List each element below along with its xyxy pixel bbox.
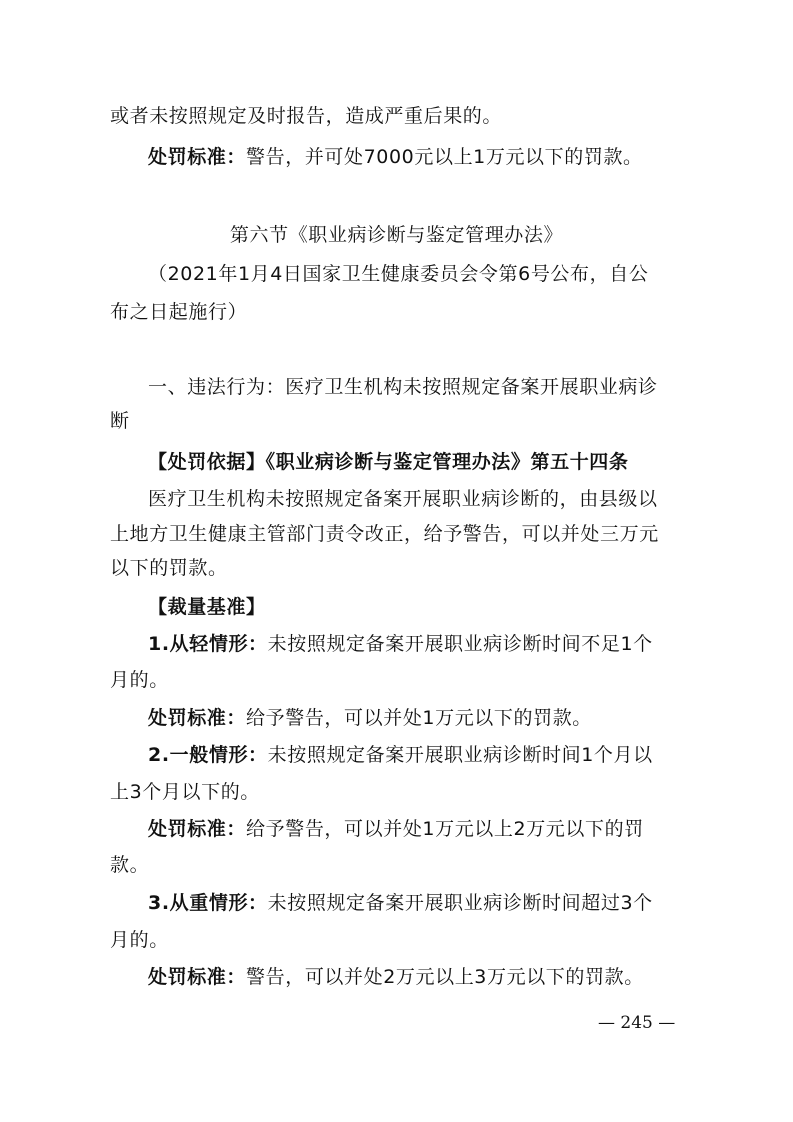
basis-text-line2: 上地方卫生健康主管部门责令改正，给予警告，可以并处三万元 bbox=[110, 523, 659, 545]
page-number: — 245 — bbox=[598, 1013, 676, 1033]
general-case-line1 bbox=[148, 743, 710, 767]
heavy-case-line2: 月的。 bbox=[110, 929, 169, 951]
violation-heading-line2: 断 bbox=[110, 410, 130, 432]
light-case-standard bbox=[148, 706, 710, 730]
discretion-heading: 【裁量基准】 bbox=[148, 596, 266, 618]
standard-text-3: 警告，可以并处2万元以上3万元以下的罚款。 bbox=[246, 966, 644, 988]
basis-text-line3: 以下的罚款。 bbox=[110, 557, 228, 579]
light-case-text: 未按照规定备案开展职业病诊断时间不足1个 bbox=[267, 633, 653, 655]
basis-text-line1: 医疗卫生机构未按照规定备案开展职业病诊断的，由县级以 bbox=[148, 488, 658, 510]
penalty-standard-label: 处罚标准： bbox=[148, 146, 247, 168]
heavy-case-line1 bbox=[148, 891, 710, 915]
general-case-standard-line2: 款。 bbox=[110, 854, 150, 876]
penalty-standard-prev bbox=[148, 145, 710, 169]
heavy-case-text: 未按照规定备案开展职业病诊断时间超过3个 bbox=[267, 892, 653, 914]
general-case-line2: 上3个月以下的。 bbox=[110, 781, 260, 803]
violation-heading-line1: 一、违法行为：医疗卫生机构未按照规定备案开展职业病诊 bbox=[148, 376, 658, 398]
standard-label-2: 处罚标准： bbox=[148, 818, 247, 840]
standard-label-3: 处罚标准： bbox=[148, 966, 247, 988]
light-case-line2: 月的。 bbox=[110, 669, 169, 691]
general-case-standard-line1 bbox=[148, 817, 710, 841]
heavy-case-standard bbox=[148, 965, 710, 989]
penalty-basis-heading: 【处罚依据】《职业病诊断与鉴定管理办法》第五十四条 bbox=[148, 451, 629, 473]
standard-text-2: 给予警告，可以并处1万元以上2万元以下的罚 bbox=[246, 818, 644, 840]
penalty-standard-text: 警告，并可处7000元以上1万元以下的罚款。 bbox=[246, 146, 643, 168]
light-case-label: 1.从轻情形： bbox=[148, 633, 268, 655]
heavy-case-label: 3.从重情形： bbox=[148, 892, 268, 914]
standard-text-1: 给予警告，可以并处1万元以下的罚款。 bbox=[246, 707, 592, 729]
section-title: 第六节《职业病诊断与鉴定管理办法》 bbox=[229, 224, 564, 246]
light-case-line1 bbox=[148, 632, 710, 656]
general-case-label: 2.一般情形： bbox=[148, 744, 268, 766]
general-case-text: 未按照规定备案开展职业病诊断时间1个月以 bbox=[267, 744, 653, 766]
publication-note-line2: 布之日起施行） bbox=[110, 301, 248, 323]
publication-note-line1: （2021年1月4日国家卫生健康委员会令第6号公布，自公 bbox=[148, 263, 649, 285]
continued-line: 或者未按照规定及时报告，造成严重后果的。 bbox=[110, 105, 503, 127]
standard-label-1: 处罚标准： bbox=[148, 707, 247, 729]
